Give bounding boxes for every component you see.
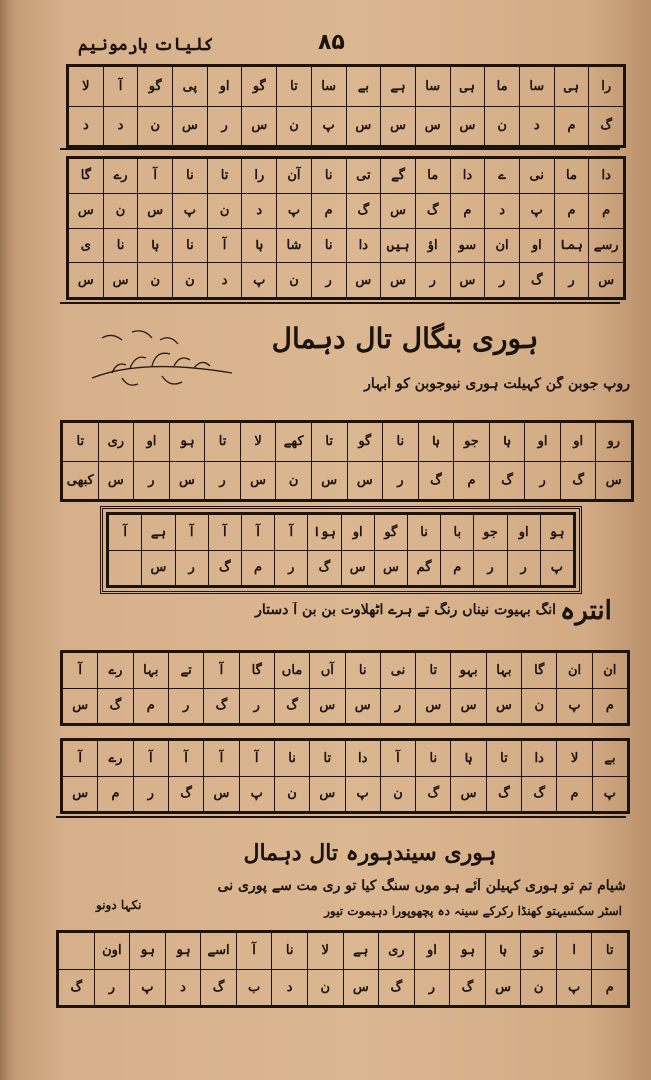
notation-cell: نا [407,515,440,551]
notation-cell: کبھی [63,461,99,500]
notation-cell: د [485,193,520,228]
section-divider [60,148,620,150]
notation-grid-1 [66,64,626,148]
notation-cell: ا [556,933,592,970]
notation-cell: نا [103,228,138,263]
notation-cell: ن [276,461,312,500]
notation-cell: گ [59,969,95,1006]
notation-cell: اون [94,933,130,970]
floral-ornament-icon [82,318,242,398]
notation-cell: ہیں [381,228,416,263]
notation-cell: س [169,461,205,500]
notation-cell: ر [554,263,589,298]
notation-cell: د [207,263,242,298]
notation-cell: گا [239,653,274,689]
notation-cell: گا [69,159,104,194]
notation-cell: گے [381,159,416,194]
notation-cell: ری [98,423,134,462]
notation-cell: پ [242,263,277,298]
notation-cell: ہا [242,228,277,263]
notation-cell: نا [311,159,346,194]
notation-cell: گ [522,776,557,812]
notation-cell: م [241,550,274,586]
notation-cell: س [173,106,208,146]
notation-cell: س [450,106,485,146]
notation-cell: آ [168,741,203,777]
notation-cell: س [204,776,239,812]
notation-cell: ن [173,263,208,298]
notation-cell: ہو [450,933,486,970]
notation-cell: ان [592,653,627,689]
section-title-2: ہوری سیندہورہ تال دہمال [243,840,497,866]
notation-cell: اؤ [415,228,450,263]
notation-cell: ہے [343,933,379,970]
notation-cell: س [346,263,381,298]
notation-cell: س [415,106,450,146]
notation-cell: ہما [554,228,589,263]
notation-grid-3 [60,420,634,502]
notation-cell: آ [204,741,239,777]
notation-cell: گ [519,263,554,298]
antara-label: انترہ [560,596,612,626]
notation-cell: س [311,461,347,500]
notation-row [63,688,628,724]
notation-cell: او [134,423,170,462]
notation-cell: س [347,461,383,500]
notation-cell: لا [69,67,104,107]
notation-cell: م [450,193,485,228]
notation-row [109,515,574,551]
notation-cell: ر [525,461,561,500]
notation-cell: نا [311,228,346,263]
notation-cell: س [450,263,485,298]
notation-cell: ر [175,550,208,586]
notation-cell: د [103,106,138,146]
notation-cell: ن [522,688,557,724]
notation-grid-6 [60,738,630,814]
notation-cell: س [381,106,416,146]
notation-cell: ان [485,228,520,263]
notation-cell: ہا [418,423,454,462]
notation-cell: ہوا [308,515,341,551]
notation-cell: تا [277,67,312,107]
notation-cell: م [592,688,627,724]
notation-cell: تا [311,423,347,462]
lyric-line-2: شیام تم تو ہوری کہیلن آئے ہو موں سنگ کیا تو ری مت سے پوری نی [217,878,626,894]
notation-row [109,550,574,586]
notation-cell: گ [486,776,521,812]
notation-cell: ن [307,969,343,1006]
notation-cell: او [414,933,450,970]
notation-row [69,263,624,298]
notation-cell: دا [589,159,624,194]
notation-cell: گ [489,461,525,500]
notation-cell: ما [415,159,450,194]
notation-cell: س [374,550,407,586]
notation-cell: آ [63,653,98,689]
notation-cell: تو [521,933,557,970]
notation-cell: آ [103,67,138,107]
lyric-line-1: روپ جوبن گن کہیلت ہوری نیوجوبن کو اُبہار [364,376,630,392]
notation-cell: آ [63,741,98,777]
notation-cell: ما [485,67,520,107]
notation-cell: آ [208,515,241,551]
notation-cell: نا [274,741,309,777]
notation-cell: س [103,263,138,298]
notation-cell: او [525,423,561,462]
notation-row [69,67,624,107]
notation-cell: تا [207,159,242,194]
notation-cell: س [142,550,175,586]
notation-cell: تی [346,159,381,194]
notation-cell: نا [173,228,208,263]
notation-cell: تا [486,741,521,777]
notation-cell: ر [168,688,203,724]
notation-cell: ر [414,969,450,1006]
notation-cell: د [69,106,104,146]
notation-cell: گ [418,461,454,500]
notation-cell: نا [345,653,380,689]
notation-cell: گ [204,688,239,724]
notation-cell: بہو [451,653,486,689]
section-title-1: ہوری بنگال تال دہمال [271,322,539,355]
notation-cell: س [381,193,416,228]
notation-cell: م [454,461,490,500]
notation-cell: س [451,688,486,724]
notation-cell: م [441,550,474,586]
notation-cell: ر [507,550,540,586]
notation-cell: س [240,461,276,500]
notation-cell: پ [592,776,627,812]
notation-cell: س [343,969,379,1006]
notation-row [63,741,628,777]
notation-cell: شا [277,228,312,263]
notation-cell: سو [450,228,485,263]
notation-cell: س [98,461,134,500]
notation-cell: ن [138,263,173,298]
notation-cell: م [554,193,589,228]
notation-cell: جو [454,423,490,462]
notation-cell: ہی [554,67,589,107]
notation-cell: س [451,776,486,812]
notation-cell: د [242,193,277,228]
notation-row [69,159,624,194]
notation-cell: س [346,106,381,146]
notation-cell: پ [540,550,573,586]
notation-cell: پ [173,193,208,228]
notation-cell: ہا [485,933,521,970]
notation-cell: ن [485,106,520,146]
notation-cell: ب [236,969,272,1006]
notation-cell: س [345,688,380,724]
notation-cell: نی [519,159,554,194]
notation-cell: سا [415,67,450,107]
notation-cell: ن [521,969,557,1006]
notation-cell: تے [168,653,203,689]
notation-cell: گ [308,550,341,586]
notation-cell: ر [134,461,170,500]
notation-cell: تا [63,423,99,462]
notation-cell: گ [560,461,596,500]
notation-cell: گ [415,193,450,228]
side-note: نکہا دونو [96,898,142,912]
antara-lyric: انگ بہیوت نیناں رنگ تے ہرے اٹھلاوت بن بن آ دستار [255,602,556,618]
notation-cell: دا [346,228,381,263]
notation-grid-4 [106,512,576,588]
notation-row [59,933,628,970]
notation-cell: ہو [169,423,205,462]
notation-cell: دا [345,741,380,777]
notation-cell: ر [133,776,168,812]
notation-cell: ن [274,776,309,812]
notation-cell: بے [346,67,381,107]
notation-cell: ے [485,159,520,194]
notation-cell: س [416,688,451,724]
notation-cell: ر [207,106,242,146]
notation-cell: ن [207,193,242,228]
notation-cell: ن [103,193,138,228]
notation-cell: لا [240,423,276,462]
notation-cell: س [310,776,345,812]
notation-cell: سا [311,67,346,107]
notation-cell: تا [592,933,628,970]
notation-cell: س [63,688,98,724]
notation-cell: پ [345,776,380,812]
notation-cell: ن [138,106,173,146]
notation-cell: دا [450,159,485,194]
notation-cell: ری [379,933,415,970]
notation-grid-2 [66,156,626,300]
notation-cell: او [560,423,596,462]
notation-cell: بہا [133,653,168,689]
notation-cell: ر [474,550,507,586]
notation-cell: ہو [165,933,201,970]
notation-cell: ہو [130,933,166,970]
notation-cell: او [507,515,540,551]
notation-cell: آ [138,159,173,194]
notation-cell: را [589,67,624,107]
notation-row [69,193,624,228]
notation-cell [59,933,95,970]
notation-cell: سا [519,67,554,107]
notation-cell: گ [201,969,237,1006]
notation-cell: آ [175,515,208,551]
notation-cell: ر [383,461,419,500]
notation-cell: گا [522,653,557,689]
notation-cell: آ [109,515,142,551]
notation-cell: نا [272,933,308,970]
notation-grid-5 [60,650,630,726]
notation-cell: گو [374,515,407,551]
notation-cell: را [242,159,277,194]
notation-cell: ر [239,688,274,724]
notation-cell: پ [130,969,166,1006]
notation-cell: س [485,969,521,1006]
notation-cell: ہی [450,67,485,107]
notation-cell: م [592,969,628,1006]
notation-cell: ہے [142,515,175,551]
notation-cell: س [381,263,416,298]
notation-cell: ر [94,969,130,1006]
notation-cell: س [138,193,173,228]
notation-cell: پ [557,688,592,724]
notation-cell: نا [416,741,451,777]
notation-cell: بہا [486,653,521,689]
notation-cell: م [589,193,624,228]
notation-cell: ما [554,159,589,194]
notation-cell: م [311,193,346,228]
page-spine-edge [0,0,14,1080]
notation-cell: آ [241,515,274,551]
notation-cell: رسے [589,228,624,263]
notation-cell: گ [416,776,451,812]
notation-cell: ر [380,688,415,724]
notation-cell: گو [242,67,277,107]
notation-cell: تا [416,653,451,689]
notation-cell: س [486,688,521,724]
notation-cell: آ [239,741,274,777]
notation-cell: بے [592,741,627,777]
notation-cell: گ [168,776,203,812]
notation-cell: م [133,688,168,724]
notation-cell: ن [277,106,312,146]
notation-cell: تا [310,741,345,777]
notation-cell: د [165,969,201,1006]
notation-cell: ہا [489,423,525,462]
notation-cell: ر [205,461,241,500]
notation-cell: رے [98,741,133,777]
notation-cell: آ [275,515,308,551]
notation-cell: ہو [540,515,573,551]
notation-cell: د [272,969,308,1006]
notation-cell: نا [383,423,419,462]
notation-cell: گ [589,106,624,146]
notation-cell: ر [485,263,520,298]
notation-cell: کھے [276,423,312,462]
notation-row [69,106,624,146]
notation-row [63,653,628,689]
notation-cell: پ [277,193,312,228]
notation-cell: گم [407,550,440,586]
book-title: کلیات ہارمونیم [78,35,214,55]
notation-cell: س [589,263,624,298]
notation-cell: او [207,67,242,107]
notation-cell: س [310,688,345,724]
notation-cell: لا [307,933,343,970]
notation-cell: آ [204,653,239,689]
notation-cell: گو [347,423,383,462]
notation-grid-7 [56,930,630,1008]
notation-cell: آ [380,741,415,777]
notation-cell: س [242,106,277,146]
notation-cell [109,550,142,586]
notation-cell: س [63,776,98,812]
notation-cell: م [554,106,589,146]
notation-cell: س [69,193,104,228]
notation-cell: ہا [451,741,486,777]
notation-row [63,776,628,812]
page-number: ۸۵ [318,30,345,55]
notation-cell: گ [208,550,241,586]
notation-cell: ر [275,550,308,586]
notation-cell: نا [173,159,208,194]
notation-cell: ر [415,263,450,298]
notation-row [69,228,624,263]
notation-cell: پی [173,67,208,107]
notation-cell: س [341,550,374,586]
notation-cell: دا [522,741,557,777]
notation-cell: رے [98,653,133,689]
notation-cell: پ [556,969,592,1006]
section-divider [60,302,620,304]
notation-cell: ن [277,263,312,298]
notation-cell: او [341,515,374,551]
notation-cell: آن [277,159,312,194]
notation-cell: م [557,776,592,812]
notation-cell: رے [103,159,138,194]
notation-cell: گ [450,969,486,1006]
page-header [0,28,651,62]
notation-cell: او [519,228,554,263]
notation-cell: گ [274,688,309,724]
notation-cell: س [596,461,632,500]
notation-cell: ن [380,776,415,812]
notation-cell: آ [207,228,242,263]
notation-row [63,423,632,462]
notation-cell: آں [310,653,345,689]
notation-cell: د [519,106,554,146]
notation-cell: پ [519,193,554,228]
notation-cell: ہا [138,228,173,263]
notation-cell: گ [379,969,415,1006]
notation-cell: ماں [274,653,309,689]
notation-row [59,969,628,1006]
notation-cell: با [441,515,474,551]
notation-cell: پ [239,776,274,812]
notation-row [63,461,632,500]
notation-cell: م [98,776,133,812]
notation-cell: س [69,263,104,298]
notation-cell: نی [380,653,415,689]
notation-cell: ان [557,653,592,689]
notation-cell: گو [138,67,173,107]
notation-cell: جو [474,515,507,551]
notation-cell: تا [205,423,241,462]
notation-cell: لا [557,741,592,777]
notation-cell: گ [346,193,381,228]
notation-cell: پ [311,106,346,146]
notation-cell: آ [236,933,272,970]
notation-cell: گ [98,688,133,724]
notation-cell: اسے [201,933,237,970]
notation-cell: رو [596,423,632,462]
lyric-line-3: اسٹر سکسیہتو کھنڈا رکرکے سینہ دہ پچھوپورا دہیموت تیور [324,904,622,918]
section-divider [56,816,626,818]
notation-cell: ر [311,263,346,298]
notation-cell: ہے [381,67,416,107]
notation-cell: آ [133,741,168,777]
notation-cell: ی [69,228,104,263]
